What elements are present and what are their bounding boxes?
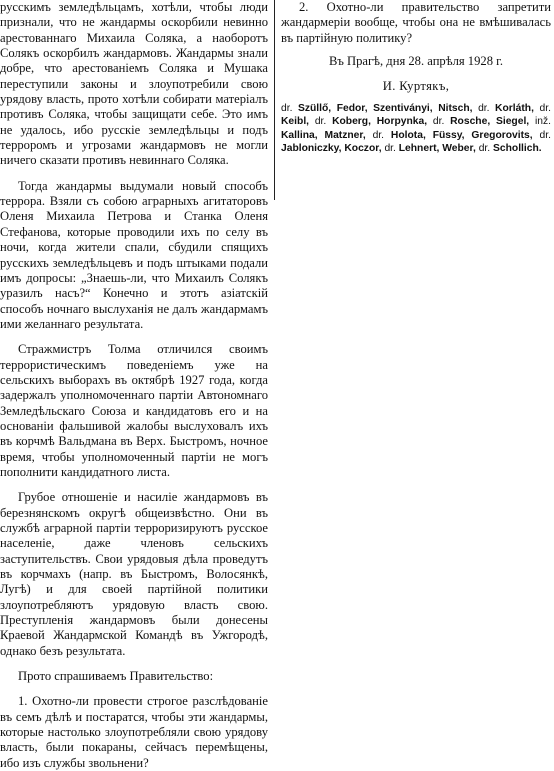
signatory-rank: dr.	[314, 116, 333, 128]
signatory-name: Koczor,	[344, 142, 382, 154]
signatory-name: Koberg,	[332, 116, 371, 128]
signatory-rank: dr.	[384, 142, 399, 154]
signatory-rank: dr.	[539, 129, 551, 141]
signatory-name: Kallina,	[281, 129, 318, 141]
signatory-rank: dr.	[539, 102, 551, 114]
signatory-rank: dr.	[478, 102, 496, 114]
signatory-name: Matzner,	[324, 129, 366, 141]
paragraph-continuation: русскимъ земледѣльцамъ, хотѣли, чтобы люди признали, что не жандармы оскорбили невинно арестованнаго Михаила Соляка, а наоборотъ Солякъ оскорбилъ жандармовъ. Жандармы знали добре, что арестованіемъ Соляка и Мушака переступили законы и злоупотребили свою урядову власть, прото хотѣли собирати матеріалъ противъ Соляка, чтобы защищати себе. Это имъ не удалось, ибо русскіе земледѣльцы и подъ терроромъ и угрозами жандармовъ не могли ничего сказати противъ невиннаго Соляка.	[0, 0, 268, 168]
question-1: 1. Охотно-ли провести строгое разслѣдованіе въ семъ дѣлѣ и постаратся, чтобы эти жандармы, которые настолько злоупотребляли свою урядову власть, были покараны, сейчасъ перемѣщены, ибо изъ службы звольнени?	[0, 694, 268, 770]
signatory-name: Siegel,	[495, 116, 530, 128]
paragraph-question-intro: Прото спрашиваемъ Правительство:	[18, 669, 214, 684]
signatory-name: Weber,	[442, 142, 476, 154]
signatory-name: Fedor,	[336, 102, 368, 114]
signatories-list	[281, 102, 551, 156]
signatory-rank: dr.	[281, 102, 298, 114]
signatory-rank: inž.	[534, 116, 551, 128]
signatory-name: Rosche,	[450, 116, 491, 128]
right-column	[281, 0, 551, 155]
signatory-name: Korláth,	[495, 102, 534, 114]
signatory-name: Schollich.	[493, 142, 542, 154]
place-date: Въ Прагѣ, дня 28. апрѣля 1928 г.	[328, 54, 504, 69]
paragraph-terror-method: Тогда жандармы выдумали новый способъ террора. Взяли съ собою аграрныхъ агитаторовъ Оленя Михаила Петрова и Станка Оленя Стефанова, которые проводили ихъ по селу въ ночи, когда жители спали, сбудили спящихъ русскихъ земледѣльцевъ и подъ штыками подали имъ допросы: „Знаешь-ли, что Михаилъ Солякъ уразилъ насъ?“ Конечно и этотъ азіатскій способъ ночнаго выслуханія не далъ жандармамъ ими желаннаго результата.	[0, 178, 268, 331]
signatory-name: Keibl,	[281, 116, 310, 128]
signer-name: И. Куртякъ,	[382, 79, 450, 94]
signatory-rank: dr.	[372, 129, 391, 141]
column-divider	[274, 0, 275, 200]
signatory-name: Szentiványi,	[373, 102, 433, 114]
signatory-name: Horpynka,	[376, 116, 428, 128]
question-2: 2. Охотно-ли правительство запретити жандармеріи вообще, чтобы она не вмѣшивалась въ партійную политику?	[281, 0, 551, 45]
signatory-rank: dr.	[478, 142, 494, 154]
signatory-name: Lehnert,	[398, 142, 440, 154]
signatory-name: Füssy,	[432, 129, 465, 141]
signatory-name: Holota,	[390, 129, 426, 141]
signatory-name: Nitsch,	[438, 102, 473, 114]
signatory-name: Jabloniczky,	[281, 142, 342, 154]
paragraph-gendarmes-abuse: Грубое отношеніе и насиліе жандармовъ въ березнянскомъ округѣ общеизвѣстно. Они въ службѣ аграрной партіи терроризируютъ русское населеніе, даже членовъ сельскихъ заступительствъ. Свои урядовыя дѣла проведутъ въ корчмахъ (напр. въ Быстромъ, Волосянкѣ, Лугѣ) и для своей партійной политики злоупотребляютъ урядовую власть свою. Преступленія жандармовъ были донесены Краевой Жандармской Командѣ въ Ужгородѣ, однако безъ результата.	[0, 490, 268, 658]
signatory-name: Gregorovits,	[471, 129, 533, 141]
paragraph-tolma: Стражмистръ Толма отличился своимъ террористическимъ поведеніемъ уже на сельскихъ выборахъ въ октябрѣ 1927 года, когда задержалъ уполномоченнаго партіи Автономнаго Земледѣльскаго Союза и кандидатовъ его и на основаніи фальшивой жалобы выслуховалъ ихъ въ корчмѣ Вальдмана въ Верх. Быстромъ, ночное время, чтобы уполномоченный партіи не могъ пополнити кандидатного листа.	[0, 342, 268, 479]
signatory-name: Szüllő,	[297, 102, 332, 114]
signatory-rank: dr.	[432, 116, 451, 128]
left-column	[0, 0, 268, 771]
